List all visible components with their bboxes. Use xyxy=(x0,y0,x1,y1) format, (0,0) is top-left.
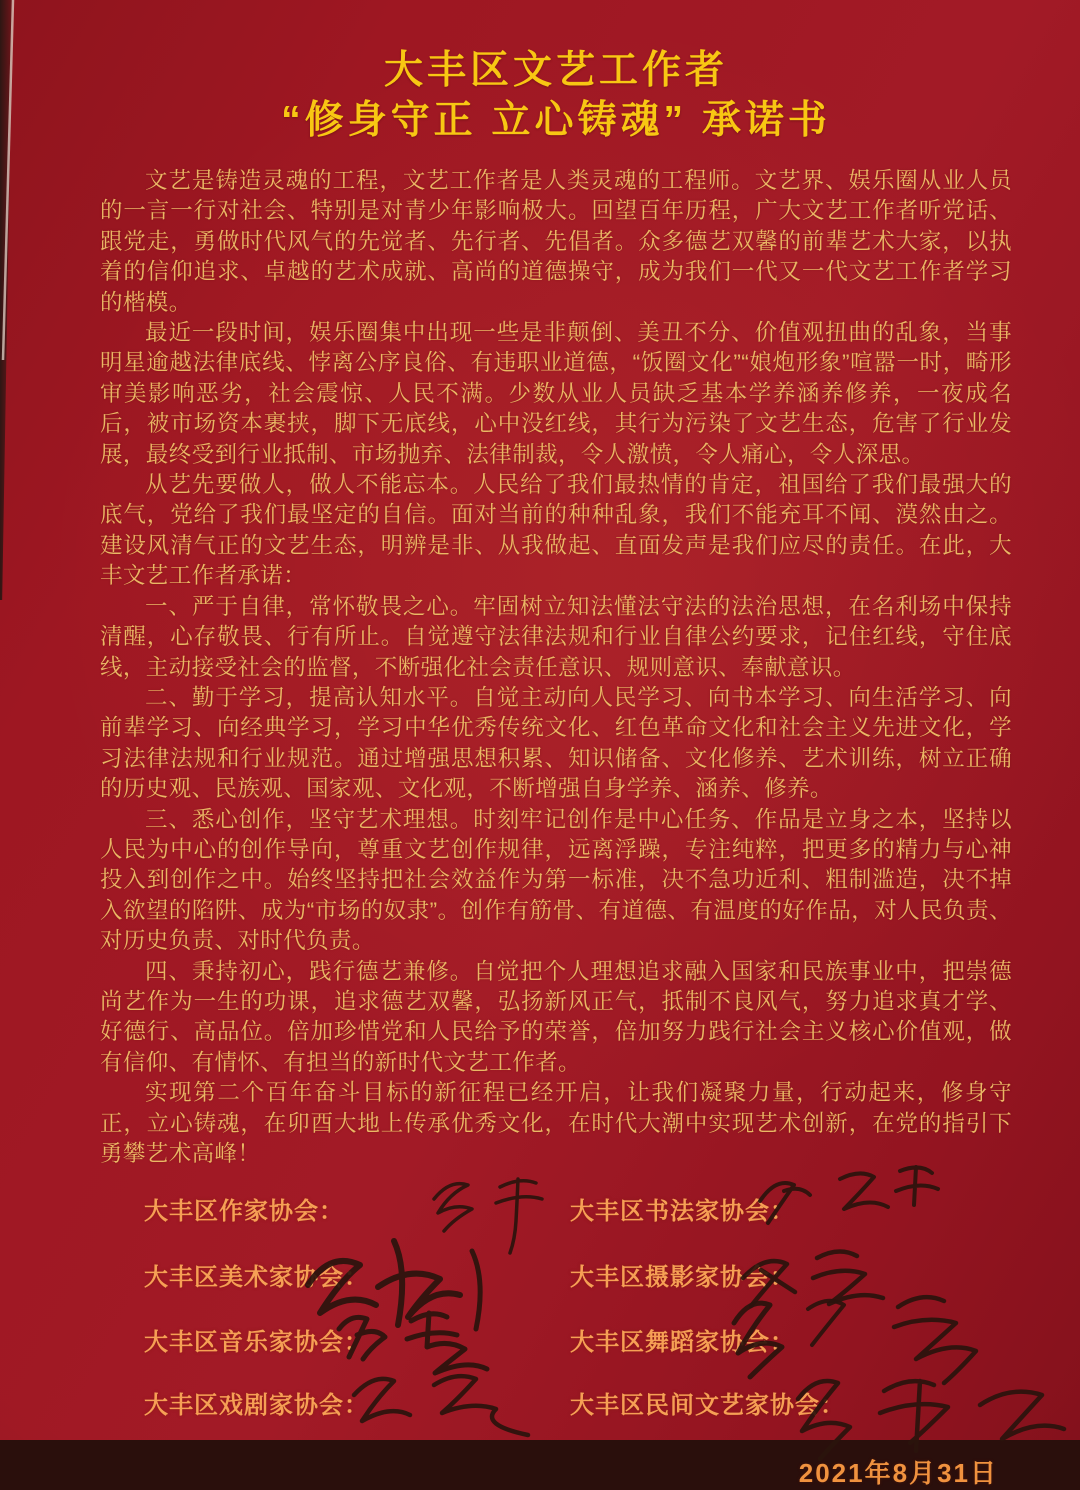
document-date: 2021年8月31日 xyxy=(798,1458,998,1489)
label-musicians-association: 大丰区音乐家协会： xyxy=(144,1329,369,1357)
paragraph-pledge-4: 四、秉持初心，践行德艺兼修。自觉把个人理想追求融入国家和民族事业中，把崇德尚艺作为一生的功课，追求德艺双馨，弘扬新风正气，抵制不良风气，努力追求真才学、好德行、高品位。倍加珍惜党和人民给予的荣誉，倍加努力践行社会主义核心价值观，做有信仰、有情怀、有担当的新时代文艺工作者。 xyxy=(100,958,1012,1075)
label-artists-association: 大丰区美术家协会： xyxy=(144,1264,369,1292)
signature-section xyxy=(100,1179,1012,1447)
paragraph-problems: 最近一段时间，娱乐圈集中出现一些是非颠倒、美丑不分、价值观扭曲的乱象，当事明星逾越法律底线、悖离公序良俗、有违职业道德，“饭圈文化”“娘炮形象”喧嚣一时，畸形审美影响恶劣，社会震惊、人民不满。少数从业人员缺乏基本学养涵养修养，一夜成名后，被市场资本裹挟，脚下无底线，心中没红线，其行为污染了文艺生态，危害了行业发展，最终受到行业抵制、市场抛弃、法律制裁，令人激愤，令人痛心，令人深思。 xyxy=(100,320,1012,467)
document-body xyxy=(100,166,1012,1169)
paragraph-pledge-3: 三、悉心创作，坚守艺术理想。时刻牢记创作是中心任务、作品是立身之本，坚持以人民为中心的创作导向，尊重文艺创作规律，远离浮躁，专注纯粹，把更多的精力与心神投入到创作之中。始终坚持把社会效益作为第一标准，决不急功近利、粗制滥造，决不掉入欲望的陷阱、成为“市场的奴隶”。创作有筋骨、有道德、有温度的好作品，对人民负责、对历史负责、对时代负责。 xyxy=(100,806,1012,954)
title-line-1: 大丰区文艺工作者 xyxy=(383,49,728,92)
label-dancers-association: 大丰区舞蹈家协会： xyxy=(570,1329,795,1357)
label-drama-association: 大丰区戏剧家协会： xyxy=(144,1392,369,1420)
label-photographers-association: 大丰区摄影家协会： xyxy=(570,1264,795,1292)
photo-left-edge-shadow xyxy=(0,0,18,600)
commitment-letter xyxy=(100,0,1012,1490)
label-folk-artists-association: 大丰区民间文艺家协会： xyxy=(570,1392,845,1420)
title-line-2: “修身守正 立心铸魂” 承诺书 xyxy=(281,99,831,142)
document-title xyxy=(100,46,1012,146)
paragraph-pledge-2: 二、勤于学习，提高认知水平。自觉主动向人民学习、向书本学习、向生活学习、向前辈学习、向经典学习，学习中华优秀传统文化、红色革命文化和社会主义先进文化，学习法律法规和行业规范。通过增强思想积累、知识储备、文化修养、艺术训练，树立正确的历史观、民族观、国家观、文化观，不断增强自身学养、涵养、修养。 xyxy=(100,684,1012,802)
paragraph-closing: 实现第二个百年奋斗目标的新征程已经开启，让我们凝聚力量，行动起来，修身守正，立心铸魂，在卯酉大地上传承优秀文化，在时代大潮中实现艺术创新，在党的指引下勇攀艺术高峰！ xyxy=(100,1080,1012,1166)
label-writers-association: 大丰区作家协会： xyxy=(144,1198,344,1226)
paragraph-pledge-1: 一、严于自律，常怀敬畏之心。牢固树立知法懂法守法的法治思想，在名利场中保持清醒，心存敬畏、行有所止。自觉遵守法律法规和行业自律公约要求，记住红线，守住底线，主动接受社会的监督，不断强化社会责任意识、规则意识、奉献意识。 xyxy=(100,593,1012,680)
label-calligraphers-association: 大丰区书法家协会： xyxy=(570,1198,795,1226)
signature-ink-writers xyxy=(420,1169,570,1259)
paragraph-responsibility: 从艺先要做人，做人不能忘本。人民给了我们最热情的肯定，祖国给了我们最强大的底气，党给了我们最坚定的自信。面对当前的种种乱象，我们不能充耳不闻、漠然由之。建设风清气正的文艺生态，明辨是非、从我做起、直面发声是我们应尽的责任。在此，大丰文艺工作者承诺： xyxy=(100,472,1012,589)
signature-ink-drama xyxy=(338,1355,548,1447)
paragraph-intro: 文艺是铸造灵魂的工程，文艺工作者是人类灵魂的工程师。文艺界、娱乐圈从业人员的一言一行对社会、特别是对青少年影响极大。回望百年历程，广大文艺工作者听党话、跟党走，勇做时代风气的先觉者、先行者、先倡者。众多德艺双馨的前辈艺术大家，以执着的信仰追求、卓越的艺术成就、高尚的道德操守，成为我们一代又一代文艺工作者学习的楷模。 xyxy=(100,168,1012,315)
photo-left-edge-highlight xyxy=(0,0,24,400)
